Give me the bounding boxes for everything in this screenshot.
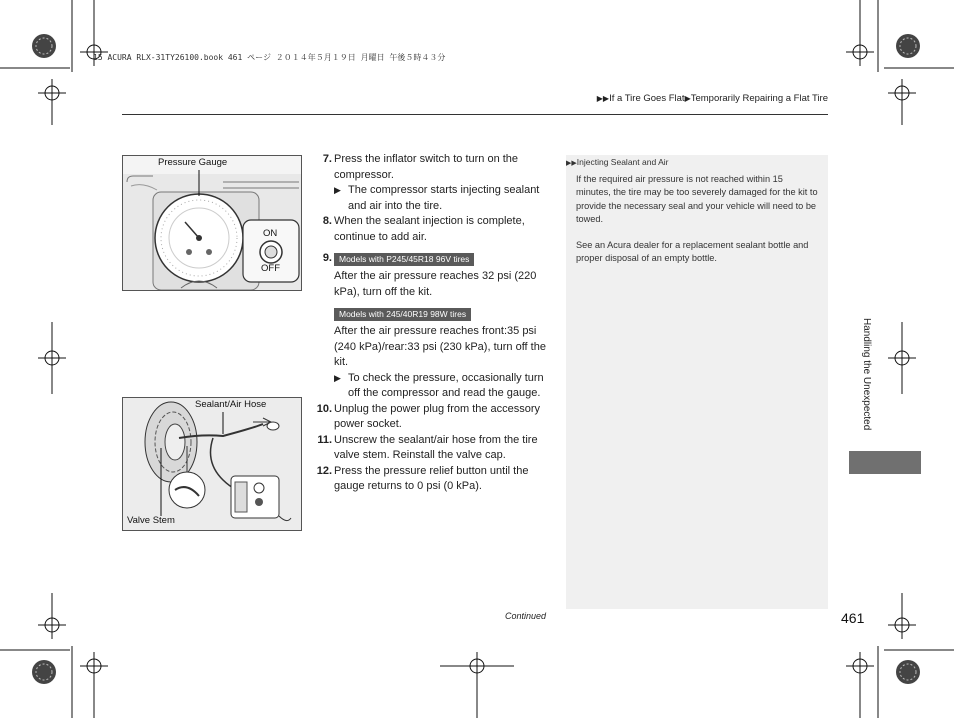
breadcrumb bbox=[597, 93, 828, 104]
hose-illustration bbox=[123, 398, 301, 530]
switch-off-label: OFF bbox=[261, 263, 280, 274]
step-number: 9. bbox=[322, 252, 332, 264]
sealant-hose-label: Sealant/Air Hose bbox=[195, 399, 267, 410]
pressure-gauge-figure bbox=[122, 155, 302, 291]
step-item bbox=[315, 433, 555, 464]
breadcrumb-item[interactable]: Temporarily Repairing a Flat Tire bbox=[690, 93, 828, 104]
substep bbox=[334, 183, 555, 214]
arrow-icon: ▶ bbox=[334, 185, 341, 195]
step-item bbox=[315, 251, 555, 402]
step-text: After the air pressure reaches 32 psi (220 kPa), turn off the kit. bbox=[334, 270, 537, 298]
double-arrow-icon: ▶▶ bbox=[596, 94, 610, 103]
arrow-icon: ▶ bbox=[334, 372, 341, 383]
step-text: Unscrew the sealant/air hose from the tire valve stem. Reinstall the valve cap. bbox=[334, 433, 538, 461]
substep bbox=[334, 371, 555, 402]
model-badge: Models with P245/45R18 96V tires bbox=[334, 253, 474, 266]
continued-label: Continued bbox=[505, 611, 547, 621]
sidebar-title[interactable]: ▶▶Injecting Sealant and Air bbox=[566, 157, 669, 167]
breadcrumb-item[interactable]: If a Tire Goes Flat bbox=[609, 93, 685, 104]
header-divider bbox=[122, 114, 828, 115]
hose-figure bbox=[122, 397, 302, 531]
substep-text: To check the pressure, occasionally turn off the compressor and read the gauge. bbox=[348, 371, 544, 399]
step-number: 12. bbox=[316, 464, 332, 477]
sidebar-body bbox=[576, 173, 820, 277]
arrow-icon: ▶ bbox=[684, 94, 691, 103]
step-text: When the sealant injection is complete, continue to add air. bbox=[334, 215, 525, 243]
section-tab-marker bbox=[849, 451, 921, 474]
step-text: Unplug the power plug from the accessory power socket. bbox=[334, 402, 541, 430]
step-list bbox=[315, 152, 555, 495]
step-number: 8. bbox=[322, 215, 332, 227]
step-number: 10. bbox=[316, 402, 332, 415]
section-tab[interactable]: Handling the Unexpected bbox=[861, 318, 872, 431]
step-item bbox=[315, 152, 555, 214]
print-header: 15 ACURA RLX-31TY26100.book 461 ページ ２０１４年５月１９日 月曜日 午後５時４３分 bbox=[93, 53, 446, 62]
step-item bbox=[315, 402, 555, 433]
step-text: After the air pressure reaches front:35 psi (240 kPa)/rear:33 psi (230 kPa), turn off the kit. bbox=[334, 325, 546, 368]
pressure-gauge-label: Pressure Gauge bbox=[158, 157, 228, 168]
double-arrow-icon: ▶▶ bbox=[566, 160, 577, 167]
step-item bbox=[315, 214, 555, 245]
step-item bbox=[315, 464, 555, 495]
switch-on-label: ON bbox=[263, 228, 278, 239]
substep-text: The compressor starts injecting sealant and air into the tire. bbox=[348, 184, 540, 212]
valve-stem-label: Valve Stem bbox=[127, 515, 175, 526]
step-number: 7. bbox=[322, 153, 332, 165]
model-badge: Models with 245/40R19 98W tires bbox=[334, 308, 471, 321]
sidebar-paragraph: See an Acura dealer for a replacement sealant bottle and proper disposal of an empty bottle. bbox=[576, 239, 809, 264]
step-text: Press the pressure relief button until the gauge returns to 0 psi (0 kPa). bbox=[334, 464, 529, 492]
step-text: Press the inflator switch to turn on the compressor. bbox=[334, 153, 519, 181]
page-number: 461 bbox=[841, 610, 865, 626]
step-number: 11. bbox=[317, 433, 332, 446]
sidebar-note bbox=[566, 155, 828, 609]
sidebar-paragraph: If the required air pressure is not reached within 15 minutes, the tire may be too severely damaged for the kit to provide the necessary seal and your vehicle will need to be towed. bbox=[576, 174, 818, 225]
